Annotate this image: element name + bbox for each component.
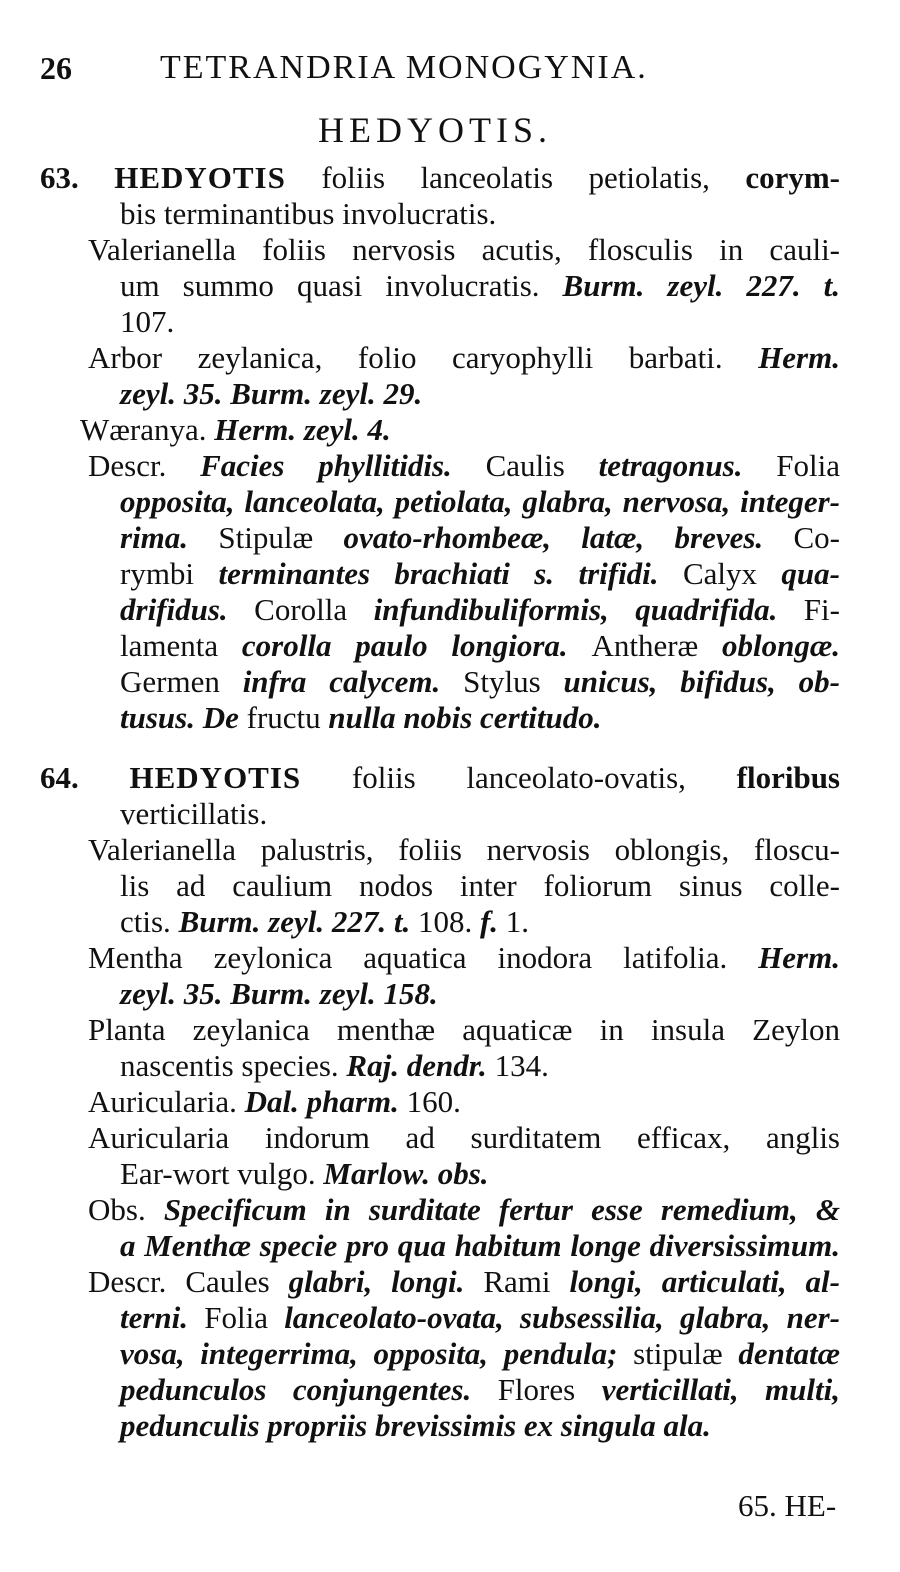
- text-run: Raj. dendr.: [346, 1048, 495, 1083]
- text-run: 1.: [505, 904, 530, 939]
- text-line: [80, 412, 391, 448]
- text-run: fructu: [246, 700, 329, 735]
- text-run: Descr.: [88, 448, 201, 483]
- text-line: [120, 796, 267, 832]
- text-line: [88, 340, 840, 376]
- text-run: Stylus: [463, 664, 564, 699]
- text-run: um summo quasi involucratis.: [120, 268, 563, 303]
- text-run: lis ad caulium nodos inter foliorum sinus colle-: [120, 868, 840, 903]
- text-run: longi, articulati, al-: [569, 1264, 840, 1299]
- text-run: stipulæ: [633, 1336, 739, 1371]
- text-run: Specificum in surditate fertur esse remedium, &: [163, 1192, 841, 1227]
- text-line: [120, 1048, 549, 1084]
- text-run: Arbor zeylanica, folio caryophylli barbati.: [88, 340, 759, 375]
- text-run: corym-: [745, 160, 840, 195]
- text-run: Rami: [483, 1264, 570, 1299]
- text-run: 160.: [406, 1084, 461, 1119]
- text-line: [120, 1336, 840, 1372]
- text-line: [40, 160, 840, 196]
- text-run: Burm. zeyl. 29.: [230, 376, 423, 411]
- text-line: [120, 304, 174, 340]
- text-run: foliis lanceolatis petiolatis,: [285, 160, 746, 195]
- text-run: De: [202, 700, 247, 735]
- text-run: Folia: [776, 448, 840, 483]
- text-run: 134.: [494, 1048, 549, 1083]
- text-run: HEDYOTIS: [129, 760, 302, 795]
- text-run: lamenta: [120, 628, 242, 663]
- text-line: [120, 1300, 840, 1336]
- text-run: Facies phyllitidis.: [200, 448, 486, 483]
- text-run: Valerianella foliis nervosis acutis, flosculis in cauli-: [88, 232, 840, 267]
- text-run: zeyl. 35.: [120, 976, 231, 1011]
- text-run: Burm. zeyl. 227. t.: [562, 268, 840, 303]
- text-run: dentatæ: [738, 1336, 840, 1371]
- text-run: Corolla: [254, 592, 374, 627]
- text-run: foliis lanceolato-ovatis,: [301, 760, 737, 795]
- text-line: [120, 520, 840, 556]
- text-run: a Menthæ specie pro qua habitum longe diversissimum.: [120, 1228, 840, 1263]
- text-run: Antheræ: [591, 628, 722, 663]
- text-run: Stipulæ: [218, 520, 344, 555]
- text-line: [88, 1012, 840, 1048]
- page-number: 26: [40, 50, 72, 86]
- text-run: nulla nobis certitudo.: [328, 700, 602, 735]
- catchword: 65. HE-: [738, 1488, 837, 1523]
- text-run: infra calycem.: [242, 664, 464, 699]
- text-run: tetragonus.: [598, 448, 777, 483]
- text-run: vosa, integerrima, opposita, pendula;: [120, 1336, 634, 1371]
- text-line: [88, 1192, 840, 1228]
- text-run: 107.: [120, 304, 175, 339]
- text-run: Herm.: [758, 340, 840, 375]
- text-run: corolla paulo longiora.: [241, 628, 592, 663]
- text-run: zeyl. 35.: [120, 376, 231, 411]
- running-title: TETRANDRIA MONOGYNIA.: [160, 49, 648, 86]
- text-run: Germen: [120, 664, 243, 699]
- text-run: verticillati, multi,: [601, 1372, 841, 1407]
- text-run: Planta zeylanica menthæ aquaticæ in insula Zeylon: [88, 1012, 840, 1047]
- text-run: Auricularia.: [88, 1084, 245, 1119]
- text-line: [88, 940, 840, 976]
- text-run: verticillatis.: [120, 796, 268, 831]
- text-run: terni.: [120, 1300, 205, 1335]
- text-run: Caulis: [485, 448, 599, 483]
- text-line: [120, 376, 422, 412]
- genus-heading: HEDYOTIS.: [318, 110, 552, 150]
- text-run: Marlow. obs.: [323, 1156, 489, 1191]
- text-run: 108.: [417, 904, 480, 939]
- text-run: unicus, bifidus, ob-: [563, 664, 841, 699]
- text-run: Ear-wort vulgo.: [120, 1156, 324, 1191]
- text-line: [120, 1408, 711, 1444]
- text-run: Co-: [793, 520, 840, 555]
- text-line: [120, 1156, 489, 1192]
- text-run: Caules: [185, 1264, 289, 1299]
- text-run: ovato-rhombeæ, latæ, breves.: [343, 520, 794, 555]
- text-run: 63.: [40, 160, 115, 195]
- text-run: bis terminantibus involucratis.: [120, 196, 497, 231]
- text-line: [120, 700, 601, 736]
- text-run: Herm.: [758, 940, 840, 975]
- text-run: lanceolato-ovata, subsessilia, glabra, ner-: [284, 1300, 840, 1335]
- text-run: Flores: [497, 1372, 602, 1407]
- text-line: [88, 832, 840, 868]
- text-run: Calyx: [682, 556, 782, 591]
- text-run: opposita, lanceolata, petiolata, glabra, nervosa, integer-: [120, 484, 840, 519]
- text-run: Auricularia indorum ad surditatem efficax, anglis: [88, 1120, 840, 1155]
- text-line: [120, 1228, 840, 1264]
- text-line: [120, 868, 840, 904]
- text-run: Dal. pharm.: [244, 1084, 407, 1119]
- text-run: rima.: [120, 520, 219, 555]
- text-run: terminantes brachiati s. trifidi.: [218, 556, 683, 591]
- text-run: ctis.: [120, 904, 179, 939]
- text-run: infundibuliformis, quadrifida.: [373, 592, 804, 627]
- text-run: 64.: [40, 760, 130, 795]
- text-run: Fi-: [803, 592, 840, 627]
- text-line: [120, 592, 840, 628]
- text-line: [88, 1084, 461, 1120]
- text-run: f.: [479, 904, 506, 939]
- text-run: nascentis species.: [120, 1048, 347, 1083]
- text-line: [120, 556, 840, 592]
- text-line: [88, 1264, 840, 1300]
- text-line: [88, 232, 840, 268]
- text-run: oblongæ.: [722, 628, 840, 663]
- text-line: [120, 628, 840, 664]
- text-run: Burm. zeyl. 158.: [230, 976, 438, 1011]
- text-run: HEDYOTIS: [114, 160, 286, 195]
- text-run: Wæranya.: [80, 412, 215, 447]
- text-line: [120, 664, 840, 700]
- text-run: rymbi: [120, 556, 219, 591]
- text-run: floribus: [736, 760, 840, 795]
- text-line: [120, 196, 496, 232]
- text-run: Valerianella palustris, foliis nervosis oblongis, floscu-: [88, 832, 840, 867]
- text-run: Herm. zeyl. 4.: [214, 412, 391, 447]
- text-line: [120, 484, 840, 520]
- text-run: Folia: [204, 1300, 285, 1335]
- text-run: pedunculis propriis brevissimis ex singula ala.: [120, 1408, 711, 1443]
- text-run: Descr.: [88, 1264, 186, 1299]
- text-line: [88, 448, 840, 484]
- text-run: Burm. zeyl. 227. t.: [178, 904, 418, 939]
- text-run: tusus.: [120, 700, 203, 735]
- text-run: Obs.: [88, 1192, 164, 1227]
- text-line: [120, 976, 438, 1012]
- text-run: glabri, longi.: [288, 1264, 484, 1299]
- text-run: qua-: [781, 556, 840, 591]
- text-run: drifidus.: [120, 592, 255, 627]
- text-run: pedunculos conjungentes.: [120, 1372, 498, 1407]
- text-line: [120, 268, 840, 304]
- text-run: Mentha zeylonica aquatica inodora latifolia.: [88, 940, 759, 975]
- text-line: [40, 760, 840, 796]
- text-line: [120, 1372, 840, 1408]
- text-line: [88, 1120, 840, 1156]
- text-line: [120, 904, 529, 940]
